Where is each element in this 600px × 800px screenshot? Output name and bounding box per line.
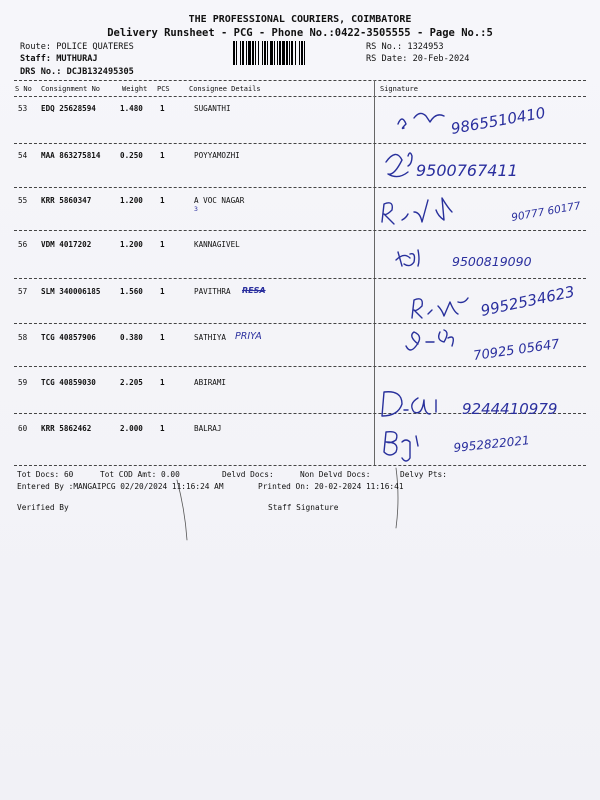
route-label: Route: POLICE QUATERES bbox=[20, 42, 134, 52]
verified-by: Verified By bbox=[17, 503, 69, 512]
row-pcs: 1 bbox=[160, 196, 165, 205]
row-weight: 1.560 bbox=[120, 287, 143, 296]
row-weight: 0.380 bbox=[120, 333, 143, 342]
row-consignment: SLM 340006185 bbox=[41, 287, 101, 296]
row-pcs: 1 bbox=[160, 104, 165, 113]
signature-phone: 9865510410 bbox=[449, 103, 547, 138]
row-sno: 57 bbox=[18, 287, 28, 296]
signature-scribble bbox=[382, 198, 452, 224]
row-consignee: POYYAMOZHI bbox=[194, 151, 240, 160]
consignee-handwritten-note: PRIYA bbox=[235, 331, 262, 342]
consignee-handwritten-note: RESA bbox=[242, 286, 266, 295]
rs-number: RS No.: 1324953 bbox=[366, 42, 444, 52]
row-sno: 56 bbox=[18, 240, 28, 249]
row-sno: 59 bbox=[18, 378, 28, 387]
row-sno: 60 bbox=[18, 424, 28, 433]
row-consignee: KANNAGIVEL bbox=[194, 240, 240, 249]
col-header-signature: Signature bbox=[380, 85, 418, 93]
row-weight: 0.250 bbox=[120, 151, 143, 160]
row-consignee: PAVITHRA bbox=[194, 287, 231, 296]
row-consignment: KRR 5860347 bbox=[41, 196, 92, 205]
total-docs: Tot Docs: 60 bbox=[17, 470, 74, 479]
row-consignee: SATHIYA bbox=[194, 333, 227, 342]
rs-date: RS Date: 20-Feb-2024 bbox=[366, 54, 470, 64]
row-consignment: TCG 40857906 bbox=[41, 333, 96, 342]
signature-phone: 9244410979 bbox=[462, 400, 558, 418]
delivery-points: Delvy Pts: bbox=[400, 470, 447, 479]
col-header-consignee: Consignee Details bbox=[189, 85, 261, 93]
row-consignment: VDM 4017202 bbox=[41, 240, 92, 249]
signature-scribble bbox=[412, 298, 468, 318]
row-consignee: ABIRAMI bbox=[194, 378, 227, 387]
row-pcs: 1 bbox=[160, 333, 165, 342]
row-consignee: BALRAJ bbox=[194, 424, 222, 433]
row-consignee: SUGANTHI bbox=[194, 104, 231, 113]
signature-scribble bbox=[382, 392, 436, 416]
row-pcs: 1 bbox=[160, 378, 165, 387]
drs-number: DRS No.: DCJB132495305 bbox=[20, 67, 134, 77]
col-header-consignment: Consignment No bbox=[41, 85, 101, 93]
signature-scribble bbox=[406, 330, 453, 350]
consignee-handwritten-mark: 3 bbox=[194, 205, 198, 213]
col-header-sno: S No bbox=[15, 85, 32, 93]
signature-phone: 9500819090 bbox=[452, 254, 532, 269]
staff-signature-label: Staff Signature bbox=[268, 503, 339, 512]
row-consignment: TCG 40859030 bbox=[41, 378, 96, 387]
non-delivered-docs: Non Delvd Docs: bbox=[300, 470, 371, 479]
signature-scribble bbox=[386, 153, 412, 177]
row-consignment: MAA 863275814 bbox=[41, 151, 101, 160]
row-pcs: 1 bbox=[160, 151, 165, 160]
row-consignment: KRR 5862462 bbox=[41, 424, 92, 433]
signature-scribble bbox=[398, 113, 444, 128]
row-consignee: A VOC NAGAR bbox=[194, 196, 245, 205]
signature-phone: 9500767411 bbox=[416, 161, 518, 180]
total-cod: Tot COD Amt: 0.00 bbox=[100, 470, 180, 479]
row-weight: 2.000 bbox=[120, 424, 143, 433]
company-name: THE PROFESSIONAL COURIERS, COIMBATORE bbox=[188, 14, 412, 25]
signature-phone: 90777 60177 bbox=[510, 199, 582, 224]
row-sno: 55 bbox=[18, 196, 28, 205]
signature-scribble bbox=[384, 432, 418, 461]
row-pcs: 1 bbox=[160, 240, 165, 249]
row-weight: 2.205 bbox=[120, 378, 143, 387]
signature-phone: 70925 05647 bbox=[472, 337, 561, 364]
row-sno: 53 bbox=[18, 104, 28, 113]
delivered-docs: Delvd Docs: bbox=[222, 470, 274, 479]
pen-mark bbox=[396, 468, 398, 528]
row-sno: 54 bbox=[18, 151, 28, 160]
row-consignment: EDQ 25628594 bbox=[41, 104, 96, 113]
col-header-weight: Weight bbox=[122, 85, 148, 93]
runsheet-title: Delivery Runsheet - PCG - Phone No.:0422-3505555 - Page No.:5 bbox=[107, 27, 493, 39]
row-weight: 1.200 bbox=[120, 240, 143, 249]
signature-scribble bbox=[396, 250, 419, 266]
row-weight: 1.200 bbox=[120, 196, 143, 205]
row-pcs: 1 bbox=[160, 287, 165, 296]
entered-by: Entered By :MANGAIPCG 02/20/2024 11:16:24 AM bbox=[17, 482, 224, 491]
row-weight: 1.480 bbox=[120, 104, 143, 113]
row-pcs: 1 bbox=[160, 424, 165, 433]
row-sno: 58 bbox=[18, 333, 28, 342]
col-header-pcs: PCS bbox=[157, 85, 170, 93]
signature-phone: 9952822021 bbox=[452, 433, 531, 455]
staff-label: Staff: MUTHURAJ bbox=[20, 54, 98, 64]
signature-phone: 9952534623 bbox=[479, 282, 577, 320]
printed-on: Printed On: 20-02-2024 11:16:41 bbox=[258, 482, 404, 491]
